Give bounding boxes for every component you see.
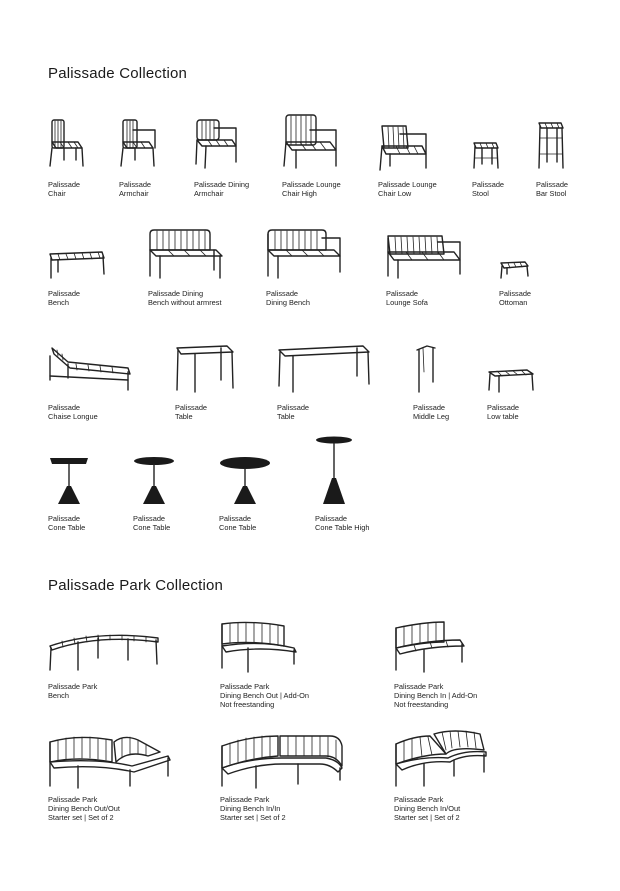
product-bar-stool[interactable] bbox=[536, 120, 568, 170]
caption-line: Low table bbox=[487, 412, 519, 421]
caption-line: Palissade Lounge bbox=[282, 180, 341, 189]
caption-line: Bench bbox=[48, 298, 69, 307]
caption-line: Palissade bbox=[219, 514, 252, 523]
caption-line: Palissade Dining bbox=[194, 180, 250, 189]
caption-line: Palissade bbox=[536, 180, 569, 189]
caption-line: Palissade bbox=[472, 180, 505, 189]
product-lounge-chair-low[interactable] bbox=[378, 124, 430, 172]
caption-line: Starter set | Set of 2 bbox=[220, 813, 286, 822]
caption-line: Starter set | Set of 2 bbox=[48, 813, 114, 822]
bench-icon bbox=[48, 250, 108, 280]
park-dining-bench-in-in-icon bbox=[220, 732, 346, 790]
caption-line: Palissade bbox=[48, 514, 81, 523]
cone-table-round-large-icon bbox=[219, 456, 273, 506]
caption-line: Chair Low bbox=[378, 189, 412, 198]
caption-line: Table bbox=[277, 412, 295, 421]
product-cone-table-round-large[interactable] bbox=[219, 456, 273, 506]
caption-line: Bench without armrest bbox=[148, 298, 222, 307]
dining-bench-no-armrest-icon bbox=[148, 228, 224, 280]
product-caption bbox=[394, 682, 477, 709]
caption-line: Palissade Park bbox=[220, 795, 270, 804]
product-caption bbox=[133, 514, 170, 532]
caption-line: Cone Table bbox=[133, 523, 171, 532]
product-cone-table-square[interactable] bbox=[48, 456, 90, 506]
caption-line: Cone Table bbox=[48, 523, 86, 532]
park-dining-bench-out-addon-icon bbox=[220, 620, 300, 674]
product-caption bbox=[194, 180, 249, 198]
park-dining-bench-in-out-icon bbox=[394, 728, 490, 790]
product-cone-table-high[interactable] bbox=[315, 436, 355, 506]
caption-line: Dining Bench Out/Out bbox=[48, 804, 120, 813]
caption-line: Palissade bbox=[175, 403, 208, 412]
product-caption bbox=[277, 403, 309, 421]
caption-line: Armchair bbox=[194, 189, 224, 198]
caption-line: Starter set | Set of 2 bbox=[394, 813, 460, 822]
caption-line: Bench bbox=[48, 691, 69, 700]
dining-bench-icon bbox=[266, 228, 344, 280]
park-bench-icon bbox=[48, 632, 162, 674]
product-park-dining-bench-in-in[interactable] bbox=[220, 732, 346, 790]
product-caption bbox=[48, 289, 80, 307]
product-caption bbox=[219, 514, 256, 532]
product-caption bbox=[472, 180, 504, 198]
product-park-dining-bench-in-addon[interactable] bbox=[394, 620, 468, 674]
caption-line: Palissade bbox=[499, 289, 532, 298]
product-caption bbox=[536, 180, 568, 198]
caption-line: Palissade bbox=[315, 514, 348, 523]
caption-line: Palissade Park bbox=[394, 682, 444, 691]
caption-line: Palissade bbox=[119, 180, 152, 189]
caption-line: Palissade bbox=[487, 403, 520, 412]
caption-line: Palissade bbox=[48, 289, 81, 298]
product-caption bbox=[48, 403, 98, 421]
table-square-icon bbox=[175, 344, 235, 394]
product-ottoman[interactable] bbox=[499, 260, 531, 280]
product-caption bbox=[315, 514, 370, 532]
caption-line: Palissade bbox=[48, 180, 81, 189]
product-caption bbox=[378, 180, 437, 198]
caption-line: Cone Table bbox=[219, 523, 257, 532]
caption-line: Stool bbox=[472, 189, 489, 198]
product-caption bbox=[175, 403, 207, 421]
stool-icon bbox=[472, 140, 502, 170]
product-caption bbox=[48, 180, 80, 198]
product-caption bbox=[48, 795, 120, 822]
product-park-dining-bench-out-out[interactable] bbox=[48, 732, 172, 790]
caption-line: Dining Bench bbox=[266, 298, 310, 307]
product-middle-leg[interactable] bbox=[413, 342, 439, 394]
caption-line: Palissade bbox=[386, 289, 419, 298]
caption-line: Dining Bench In | Add-On bbox=[394, 691, 478, 700]
product-caption bbox=[394, 795, 460, 822]
cone-table-high-icon bbox=[315, 436, 355, 506]
product-stool[interactable] bbox=[472, 140, 502, 170]
product-caption bbox=[119, 180, 151, 198]
caption-line: Dining Bench In/In bbox=[220, 804, 281, 813]
product-lounge-chair-high[interactable] bbox=[282, 112, 340, 170]
lounge-chair-low-icon bbox=[378, 124, 430, 172]
caption-line: Cone Table High bbox=[315, 523, 370, 532]
caption-line: Palissade bbox=[266, 289, 299, 298]
caption-line: Armchair bbox=[119, 189, 149, 198]
caption-line: Dining Bench In/Out bbox=[394, 804, 461, 813]
product-caption bbox=[266, 289, 310, 307]
lounge-chair-high-icon bbox=[282, 112, 340, 170]
product-caption bbox=[487, 403, 519, 421]
product-armchair[interactable] bbox=[119, 118, 159, 170]
product-caption bbox=[413, 403, 449, 421]
lounge-sofa-icon bbox=[386, 234, 464, 280]
armchair-icon bbox=[119, 118, 159, 170]
product-park-dining-bench-out-addon[interactable] bbox=[220, 620, 300, 674]
product-caption bbox=[386, 289, 428, 307]
product-bench[interactable] bbox=[48, 250, 108, 280]
product-table-square[interactable] bbox=[175, 344, 235, 394]
chair-icon bbox=[48, 118, 88, 170]
caption-line: Palissade bbox=[277, 403, 310, 412]
caption-line: Palissade Dining bbox=[148, 289, 204, 298]
caption-line: Not freestanding bbox=[220, 700, 275, 709]
product-dining-bench-no-armrest[interactable] bbox=[148, 228, 224, 280]
caption-line: Middle Leg bbox=[413, 412, 450, 421]
ottoman-icon bbox=[499, 260, 531, 280]
product-caption bbox=[220, 682, 309, 709]
product-chaise-longue[interactable] bbox=[48, 346, 132, 392]
caption-line: Chair bbox=[48, 189, 66, 198]
product-caption bbox=[48, 514, 85, 532]
product-low-table[interactable] bbox=[487, 368, 535, 394]
caption-line: Table bbox=[175, 412, 193, 421]
table-rect-icon bbox=[277, 344, 371, 394]
caption-line: Not freestanding bbox=[394, 700, 449, 709]
park-dining-bench-in-addon-icon bbox=[394, 620, 468, 674]
product-dining-bench[interactable] bbox=[266, 228, 344, 280]
caption-line: Palissade Park bbox=[48, 795, 98, 804]
caption-line: Palissade Park bbox=[48, 682, 98, 691]
caption-line: Lounge Sofa bbox=[386, 298, 428, 307]
product-table-rect[interactable] bbox=[277, 344, 371, 394]
product-caption bbox=[282, 180, 341, 198]
product-chair[interactable] bbox=[48, 118, 88, 170]
caption-line: Bar Stool bbox=[536, 189, 567, 198]
caption-line: Ottoman bbox=[499, 298, 528, 307]
product-caption bbox=[220, 795, 286, 822]
caption-line: Palissade Lounge bbox=[378, 180, 437, 189]
caption-line: Palissade bbox=[413, 403, 446, 412]
caption-line: Chaise Longue bbox=[48, 412, 98, 421]
cone-table-round-small-icon bbox=[133, 456, 177, 506]
product-caption bbox=[148, 289, 222, 307]
cone-table-square-icon bbox=[48, 456, 90, 506]
product-caption bbox=[499, 289, 531, 307]
low-table-icon bbox=[487, 368, 535, 394]
caption-line: Chair High bbox=[282, 189, 317, 198]
product-dining-armchair[interactable] bbox=[194, 118, 240, 170]
caption-line: Palissade Park bbox=[220, 682, 270, 691]
caption-line: Palissade bbox=[133, 514, 166, 523]
park-dining-bench-out-out-icon bbox=[48, 732, 172, 790]
dining-armchair-icon bbox=[194, 118, 240, 170]
product-caption bbox=[48, 682, 97, 700]
chaise-longue-icon bbox=[48, 346, 132, 392]
product-park-bench[interactable] bbox=[48, 632, 162, 674]
caption-line: Palissade bbox=[48, 403, 81, 412]
caption-line: Palissade Park bbox=[394, 795, 444, 804]
product-lounge-sofa[interactable] bbox=[386, 234, 464, 280]
section-title-palissade: Palissade Collection bbox=[48, 65, 188, 82]
middle-leg-icon bbox=[413, 342, 439, 394]
caption-line: Dining Bench Out | Add-On bbox=[220, 691, 310, 700]
product-cone-table-round-small[interactable] bbox=[133, 456, 177, 506]
section-title-palissade-park: Palissade Park Collection bbox=[48, 577, 224, 594]
product-park-dining-bench-in-out[interactable] bbox=[394, 728, 490, 790]
bar-stool-icon bbox=[536, 120, 568, 170]
